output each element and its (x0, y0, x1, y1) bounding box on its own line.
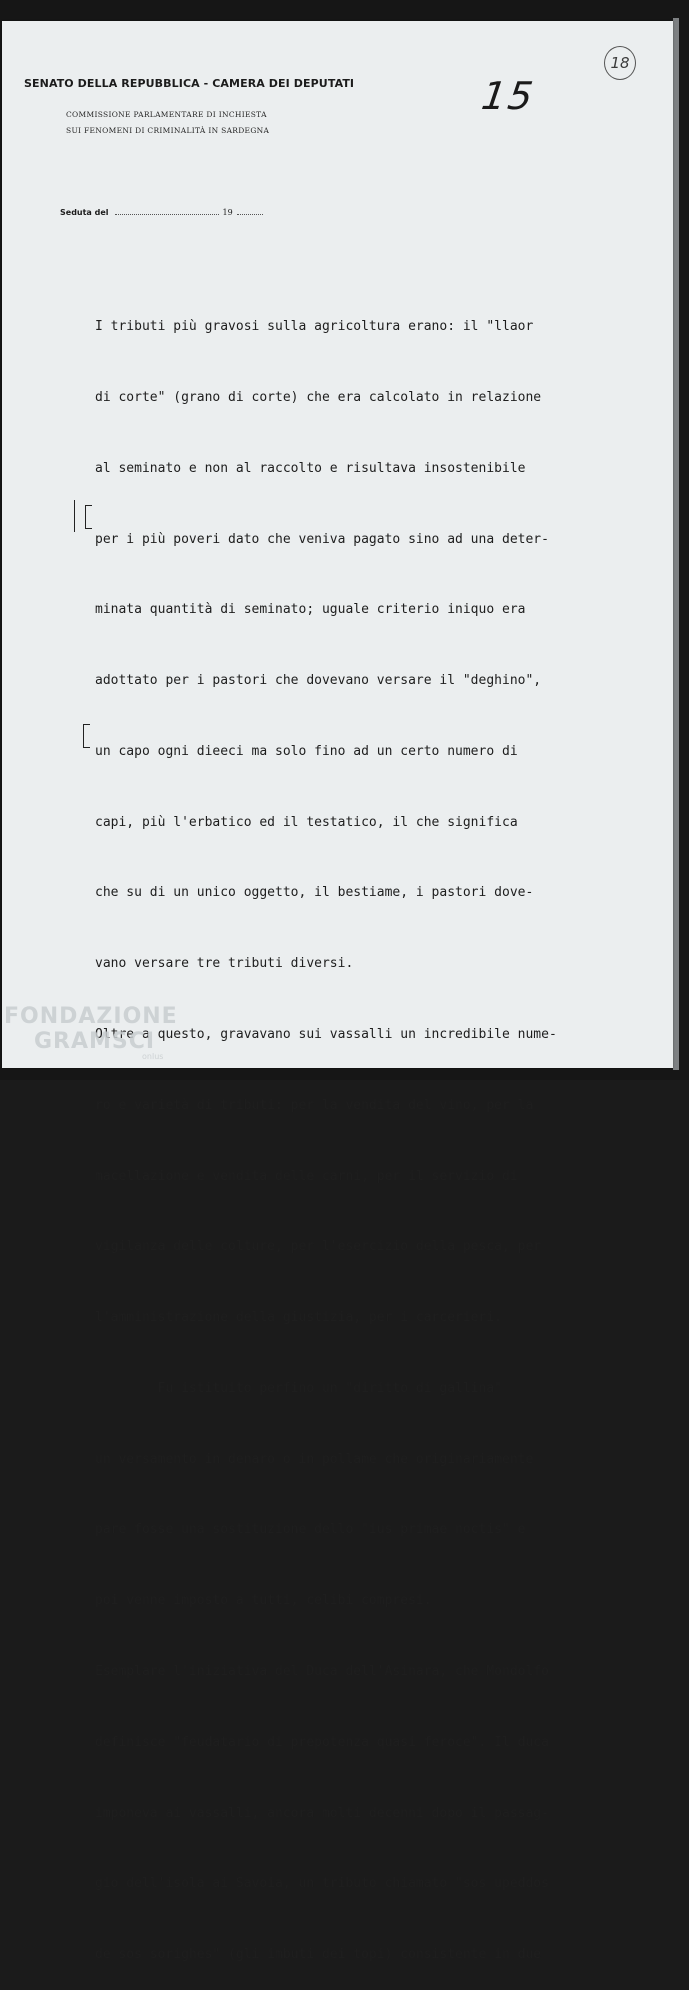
fondazione-gramsci-watermark (4, 1004, 178, 1061)
body-line: capi, più l'erbatico ed il testatico, il che significa (95, 814, 518, 830)
body-line: Fu istituito perfino un "diritto di gallina" (95, 1380, 502, 1396)
circled-archive-number: 18 (604, 46, 636, 80)
paragraph-bracket-2 (83, 724, 90, 748)
body-line: l'amministrazione della giustizia, per i carcerieri. (95, 1310, 502, 1326)
body-line: un capo ogni dieeci ma solo fino ad un certo numero di (95, 743, 518, 759)
typed-body-text (95, 268, 595, 1990)
commission-line-1: COMMISSIONE PARLAMENTARE DI INCHIESTA (66, 110, 267, 119)
body-line: macellazione e vendita delle carni, per il servizio di (95, 1168, 518, 1184)
body-line: definisce "feudatario di prepotenza quasi feroce". Il duca (95, 1734, 549, 1750)
page-edge-shadow (673, 18, 679, 1070)
watermark-line-1: FONDAZIONE (4, 1004, 178, 1029)
institution-header: SENATO DELLA REPUBBLICA - CAMERA DEI DEPUTATI (24, 77, 355, 90)
commission-line-2: SUI FENOMENI DI CRIMINALITÀ IN SARDEGNA (66, 126, 270, 135)
body-line: pare fosse una sostituzione dello "ius primae noctis" e (95, 1522, 526, 1538)
body-line: Esemplare l'iniziativa del Duca dell'Asinara, che Mondolfo (95, 1664, 549, 1680)
body-line: un versamento in denaro o in pollame che originariamente (95, 1451, 534, 1467)
body-line: poi venne imposto a tutti, celibi compresi. (95, 1593, 432, 1609)
body-line: di corte" (grano di corte) che era calcolato in relazione (95, 389, 542, 405)
body-line: Oltre a questo, gravavano sui vassalli un incredibile nume- (95, 1027, 557, 1042)
seduta-year-prefix: 19 (222, 208, 233, 217)
body-line: per i più poveri dato che veniva pagato sino ad una deter- (95, 531, 549, 547)
seduta-year-blank (237, 213, 263, 215)
body-line: minata quantità di seminato; uguale criterio iniquo era (95, 602, 526, 618)
body-line: de sos sorighes" (gli imbuti dei topi) consistente in due (95, 1947, 542, 1963)
watermark-line-2: GRAMSCI (34, 1029, 156, 1054)
seduta-line (60, 208, 263, 217)
body-line: imponeva ai vassalli, ancora molti decenni dopo il passag- (95, 1805, 549, 1821)
body-line: ro e varietà di tributi: per la vendita del vino, per la (95, 1097, 534, 1113)
seduta-date-blank (115, 213, 219, 215)
paragraph-bracket-1 (85, 505, 92, 529)
body-line: vigilanza delle colture, per l'esercizio della pesca, per (95, 1239, 542, 1255)
margin-mark (74, 500, 75, 532)
body-line: vano versare tre tributi diversi. (95, 956, 354, 972)
body-line: gio dell'isola ai Savoia, un tributo chiamato "sos upeddos (95, 1876, 549, 1892)
watermark-line-3: onlus (142, 1052, 164, 1061)
body-line: adottato per i pastori che dovevano versare il "deghino", (95, 673, 542, 689)
handwritten-page-number: 15 (478, 74, 538, 118)
seduta-label: Seduta del (60, 208, 109, 217)
body-line: I tributi più gravosi sulla agricoltura erano: il "llaor (95, 319, 534, 335)
body-line: al seminato e non al raccolto e risultava insostenibile (95, 460, 526, 476)
body-line: che su di un unico oggetto, il bestiame, i pastori dove- (95, 885, 534, 901)
